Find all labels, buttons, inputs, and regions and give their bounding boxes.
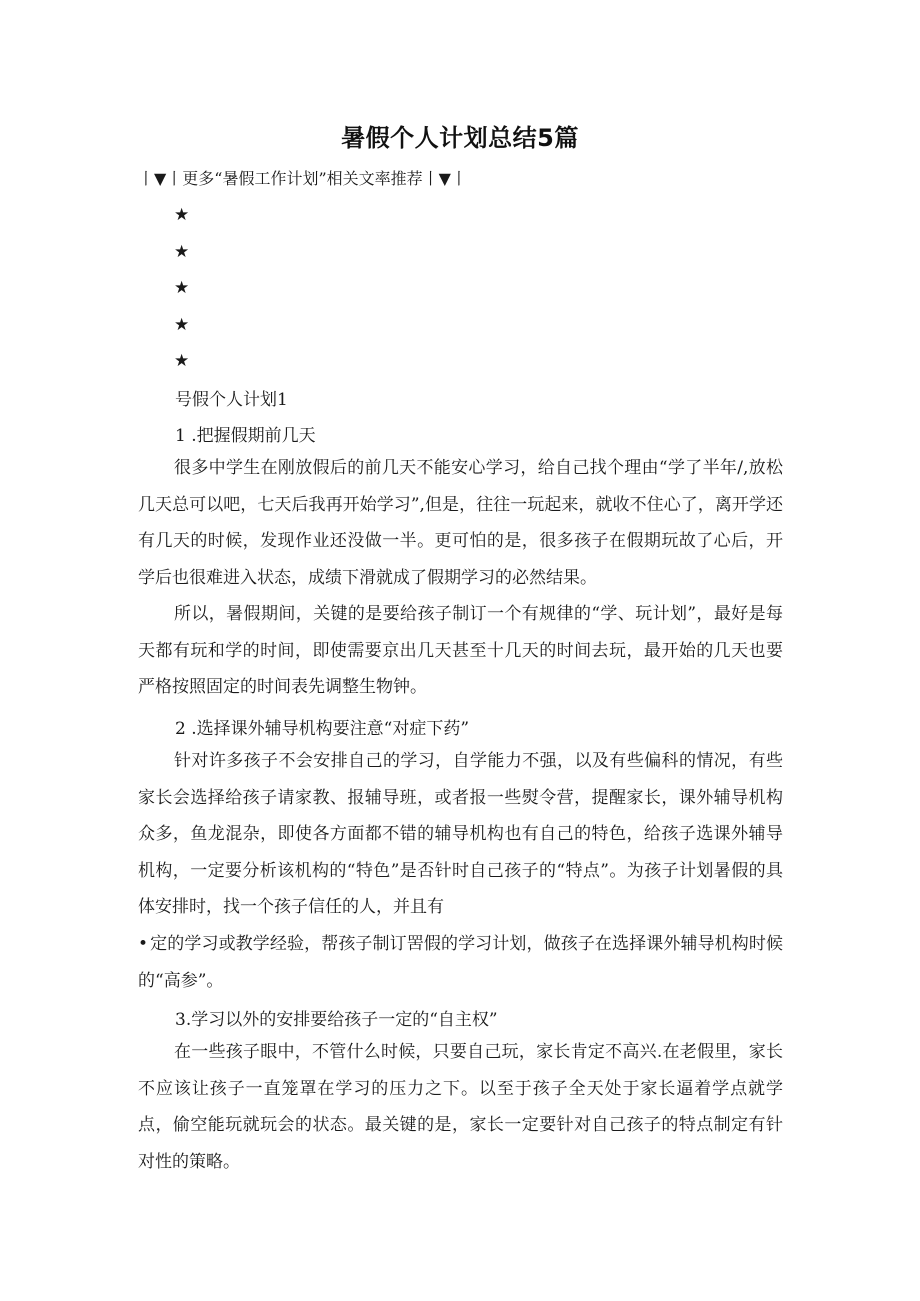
item-heading-2: 2 .选择课外辅导机构要注意“对症下药” xyxy=(175,719,470,739)
star-icon: ★ xyxy=(174,278,190,298)
paragraph-1: 很多中学生在刚放假后的前几天不能安心学习，给自己找个理由“学了半年/,放松几天总可以吧，七天后我再开始学习”,但是，往往一玩起来，就收不住心了，离开学还有几天的时候，发现作业还没做一半。更可怕的是，很多孩子在假期玩故了心后，开学后也很难进入状态，成绩下滑就成了假期学习的必然结果。 xyxy=(138,458,783,588)
section-heading: 号假个人计划1 xyxy=(175,390,288,410)
star-icon: ★ xyxy=(174,241,190,262)
star-icon: ★ xyxy=(174,351,190,371)
star-icon: ★ xyxy=(174,205,190,225)
paragraph-4 xyxy=(138,926,783,999)
paragraph-5: 在一些孩子眼中，不管什么时候，只要自己玩，家长肯定不高兴.在老假里，家长不应该让孩子一直笼罩在学习的压力之下。以至于孩子全天处于家长逼着学点就学点，偷空能玩就玩会的状态。最关键的是，家长一定要针对自己孩子的特点制定有针对性的策略。 xyxy=(138,1042,783,1172)
bullet-marker: • xyxy=(138,934,149,954)
paragraph-4-text: 定的学习或教学经验，帮孩子制订罟假的学习计划，做孩子在选择课外辅导机构时候的“高参”。 xyxy=(138,934,783,991)
star-list xyxy=(174,203,189,386)
item-heading-3: 3.学习以外的安排要给孩子一定的“自主权” xyxy=(175,1010,498,1030)
paragraph-2: 所以，暑假期间，关键的是要给孩子制订一个有规律的“学、玩计划”，最好是每天都有玩和学的时间，即使需要京出几天甚至十几天的时间去玩，最开始的几天也要严格按照固定的时间表先调整生物钟。 xyxy=(138,604,783,698)
star-icon: ★ xyxy=(174,314,190,335)
paragraph-3: 针对许多孩子不会安排自己的学习，自学能力不强，以及有些偏科的情况，有些家长会选择给孩子请家教、报辅导班，或者报一些熨令营，提醒家长，课外辅导机构众多，鱼龙混杂，即使各方面都不错的辅导机构也有自己的特色，给孩子选课外辅导机构，一定要分析该机构的“特色”是否针时自己孩子的“特点”。为孩子计划暑假的具体安排时，找一个孩子信任的人，并且有 xyxy=(138,751,783,918)
recommend-link[interactable]: 丨▼丨更多“暑假工作计划”相关文率推荐丨▼丨 xyxy=(138,169,467,188)
item-heading-1: 1 .把握假期前几天 xyxy=(175,426,316,446)
document-title: 暑假个人计划总结5篇 xyxy=(341,124,579,152)
